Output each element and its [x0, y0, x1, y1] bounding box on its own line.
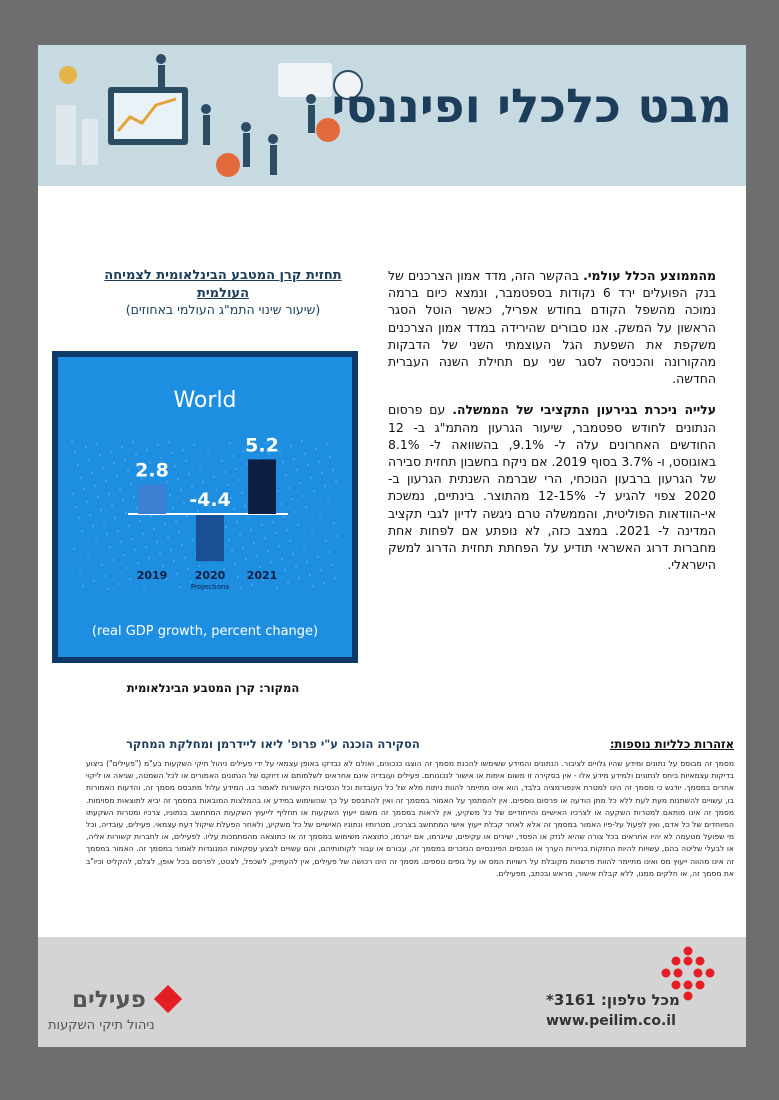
chart-subtitle: (שיעור שינוי התמ"ג העולמי באחוזים) [125, 302, 321, 317]
gdp-chart [52, 351, 358, 663]
paragraph-2-text: עם פרסום הנתונים לחודש ספטמבר, שיעור הגרעון מהתמ"ג ב- 12 החודשים האחרונים עלה ל- 9.1%, בהשוואה ל- 8.1% באוגוסט, ו- 3.7% בסוף 2019. אם ניקח בחשבון תחזית סבירה של הגרעון ברבעון הנוכחי, הרי שברמה השנתית הגרעון ב- 2020 צפוי להגיע ל- 12-15% מהתוצר. בינתיים, נמשכת אי-הוודאות הפוליטית, והממשלה טרם ניגשה לדיון לגבי תקציב המדינה ל- 2021. במצב כזה, לא נופתע אם לפחות אחת מחברות דרוג האשראי תודיע על הפחתת תחזית הדרוג למשק הישראלי. [388, 402, 716, 573]
phone-number: מכל טלפון: 3161* [546, 991, 680, 1009]
prepared-by: הסקירה הוכנה ע"י פרופ' ליאו ליידרמן ומחלקת המחקר [126, 737, 420, 751]
chart-caption: (real GDP growth, percent change) [91, 624, 319, 639]
bar-2019 [138, 485, 166, 514]
value-label-2021: 5.2 [245, 434, 279, 457]
bar-2020 [196, 515, 224, 561]
category-label-2019: 2019 [136, 569, 168, 582]
value-label-2020: -4.4 [189, 489, 231, 511]
category-label-2020: 2020 [194, 569, 226, 582]
brand-subtitle: ניהול תיקי השקעות [48, 1018, 155, 1033]
paragraph-1-lead: מהממוצע הכלל עולמי. [583, 268, 716, 283]
category-label-2021: 2021 [246, 569, 278, 582]
x-axis-label: Projections [190, 583, 230, 591]
banner [38, 45, 746, 186]
paragraph-1-text: בהקשר הזה, מדד אמון הצרכנים של בנק הפועלים ירד 6 נקודות בספטמבר, ונמצא כיום ברמה נמוכה מהשפל הקודם בחודש אפריל, כאשר הוטל הסגר הראשון על המשק. אנו סבורים שהירידה במדד אמון הצרכנים משקפת את השפעת הגל העוצמתי השני של הדבקות מהקורונה והכניסה לסגר שני עם תחילת השנה העברית החדשה. [388, 268, 716, 387]
document-page [38, 45, 746, 1047]
brand-name: פעילים [72, 987, 146, 1013]
article-paragraph-2 [388, 401, 716, 573]
article-paragraph-1 [388, 267, 716, 387]
article-column [388, 267, 716, 587]
bar-2021 [248, 459, 276, 514]
banner-title: מבט כלכלי ופיננסי [331, 79, 732, 134]
value-label-2019: 2.8 [135, 459, 169, 482]
chart-world-title: World [173, 388, 237, 413]
chart-source: המקור: קרן המטבע הבינלאומית [126, 681, 300, 695]
chart-title: תחזית קרן המטבע הבינלאומית לצמיחה העולמית [104, 268, 342, 301]
disclaimer-heading: אזהרות כלליות נוספות: [609, 737, 734, 751]
disclaimer-body: מסמך זה מבוסס על נתונים ומידע שהיו גלויים לציבור. הנתונים והמידע ששימשו להכנת מסמך זה הוצגו כנכונים, ואולם לא נבדקו באופן עצמאי על ידי פעילים ניהול תיקי השקעות בע"מ ("פעילים") ביצוע בדיקות עצמאיות ביחס לנתונים ולמידע מידע אלו - אין בסקירה זו משום אימות או אישור לנכונותם. פעילים ועובדיה אינם אחראים לשלמותם או דיוקם של הנתונים האמורים או לכל השמטה, שגיאה או ליקוי אחרים במסמך. יודגש כי מסמך זה הינו למטרת אינפורמציה בלבד, הוא אינו מתיימר להוות ניתוח מלא של כל העובדות וכל הנסיבות הקשורות לאמור בו. המידע עלול מתבסס מסמך זה, והדעות האמורות בו, עשויים להשתנות מעת לעת ללא כל מתן הודעה או פרסום נוספים. אין להסתמך על האמור במסמך זה ואין להתבסס על כך שהשימוש במידע או בהמלצות המובאות במסמך זה יביא לתוצאות מסוימות. מסמך זה אינו מותאם למטרות השקעה או לצרכיו האישיים והייחודיים של כל משקיע, אין לראות במסמך זה משום ייעוץ השקעות או תחליף לייעוץ השקעות המתחשב בנתוניו, צרכיו ומטרות השקעתו המיוחדים של כל אדם, ואין לפעול על-פיו האמור במסמך זה אלא לאחר קבלת ייעוץ אישי המתחשב בצרכיו, מטרותיו ונתוניו האישיים של כל משקיע, ולאחר הפעלת שיקול דעת עצמאי. פעילים, עובדיה, וכל מי שפועל מטעמה לא יהיו אחראים בכל צורה שהיא לנזק או הפסד, ישירים או עקיפים, שייגרמו, אם ייגרמו, כתוצאה משימוש במסמך זה או כתוצאה מהסתמכות עליו. לפעילים, או לחברות קשורות אליה, או לבעלי שליטה בהם, עשויות להיות החזקות בניירות הערך או הנכסים הפיננסיים הנזכרים במסמך זה, עבורם או עבור לקוחותיהם, והם עשויים לבצע עסקאות המנוגדות לאמור במסמך זה. האמור במסמך זה אינו מהווה ייעוץ מס ואינו מתיימר להוות פרשנות מקובלת על רשויות המס או על גופים נוספים. מסמך זה הינו רכושה של פעילים, אין להעתיק, לשכפל, לצטט, לפרסם בכל אופן, לצלם, להקליט וכיו"ב את מסמך זה, או חלקים ממנו, ללא קבלת אישור, מראש ובכתב, מפעילים. [86, 759, 734, 878]
website-link[interactable]: www.peilim.co.il [546, 1013, 676, 1029]
paragraph-2-lead: עלייה ניכרת בגירעון התקציבי של הממשלה. [452, 402, 717, 418]
